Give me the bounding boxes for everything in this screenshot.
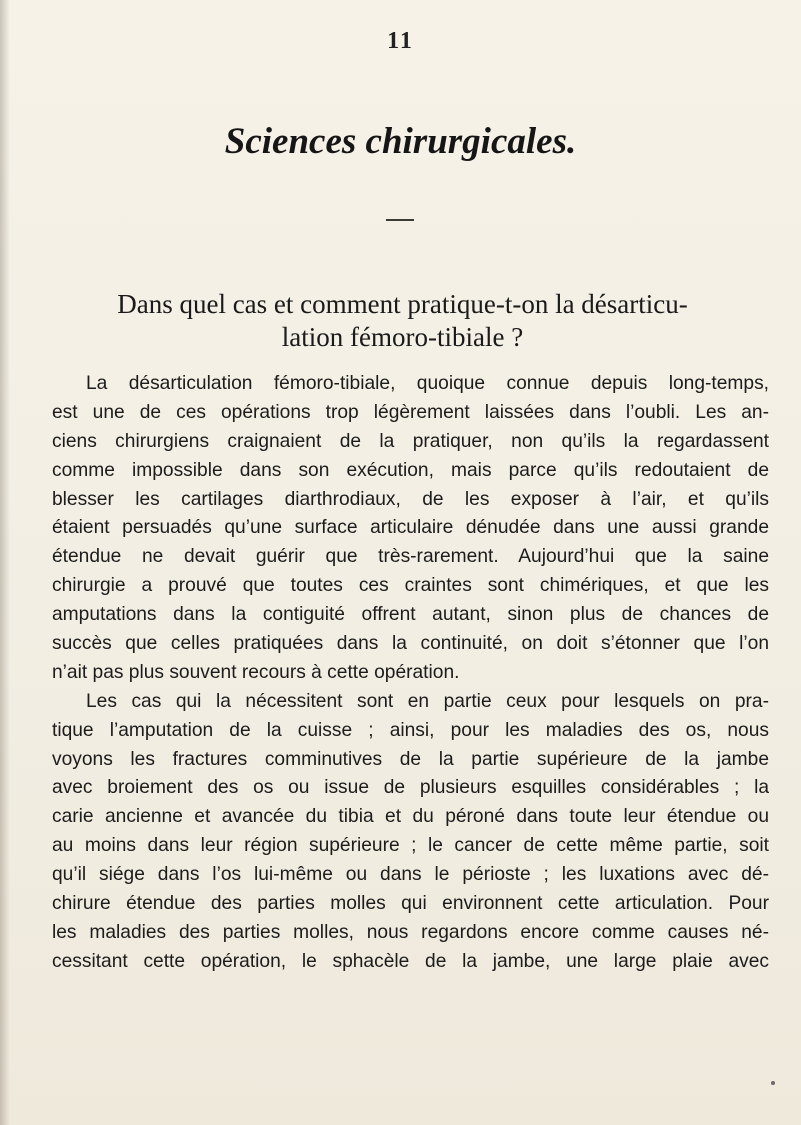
question-line: lation fémoro-tibiale ? [281,322,524,352]
text-line: La désarticulation fémoro-tibiale, quoique connue depuis long-temps, [86,373,769,394]
text-line: chirurgie a prouvé que toutes ces craintes sont chimériques, et que les [52,575,769,597]
question-heading [58,288,747,354]
text-line: Les cas qui la nécessitent sont en partie ceux pour lesquels on pra- [86,690,769,712]
text-line: amputations dans la contiguité offrent autant, sinon plus de chances de [52,604,769,626]
text-line: étaient persuadés qu’une surface articulaire dénudée dans une aussi grande [52,517,769,539]
text-line: est une de ces opérations trop légèrement laissées dans l’oubli. Les an- [52,401,769,423]
text-line: comme impossible dans son exécution, mais parce qu’ils redoutaient de [52,459,769,481]
text-line: au moins dans leur région supérieure ; le cancer de cette même partie, soit [52,835,769,857]
page-number: 11 [387,28,414,54]
text-line: ciens chirurgiens craignaient de la pratiquer, non qu’ils la regardassent [52,430,769,452]
text-line: voyons les fractures comminutives de la partie supérieure de la jambe [52,748,769,770]
text-line: les maladies des parties molles, nous regardons encore comme causes né- [52,921,769,943]
text-line: n’ait pas plus souvent recours à cette opération. [52,661,460,683]
text-line: chirure étendue des parties molles qui environnent cette articulation. Pour [52,893,769,915]
body-text [52,370,769,977]
text-line: blesser les cartilages diarthrodiaux, de les exposer à l’air, et qu’ils [52,488,769,510]
paper-speck [771,1081,775,1085]
text-line: carie ancienne et avancée du tibia et du péroné dans toute leur étendue ou [52,806,769,828]
page-binding-shadow [0,0,10,1125]
text-line: qu’il siége dans l’os lui-même ou dans le périoste ; les luxations avec dé- [52,864,769,886]
section-title: Sciences chirurgicales. [224,121,577,162]
text-line: avec broiement des os ou issue de plusieurs esquilles considérables ; la [52,777,769,799]
text-line: tique l’amputation de la cuisse ; ainsi, pour les maladies des os, nous [52,719,769,741]
title-divider [386,219,414,221]
text-line: cessitant cette opération, le sphacèle de la jambe, une large plaie avec [52,950,769,972]
text-line: succès que celles pratiquées dans la continuité, on doit s’étonner que l’on [52,633,769,655]
question-line: Dans quel cas et comment pratique-t-on la désarticu- [117,289,688,319]
text-line: étendue ne devait guérir que très-rarement. Aujourd’hui que la saine [52,546,769,568]
